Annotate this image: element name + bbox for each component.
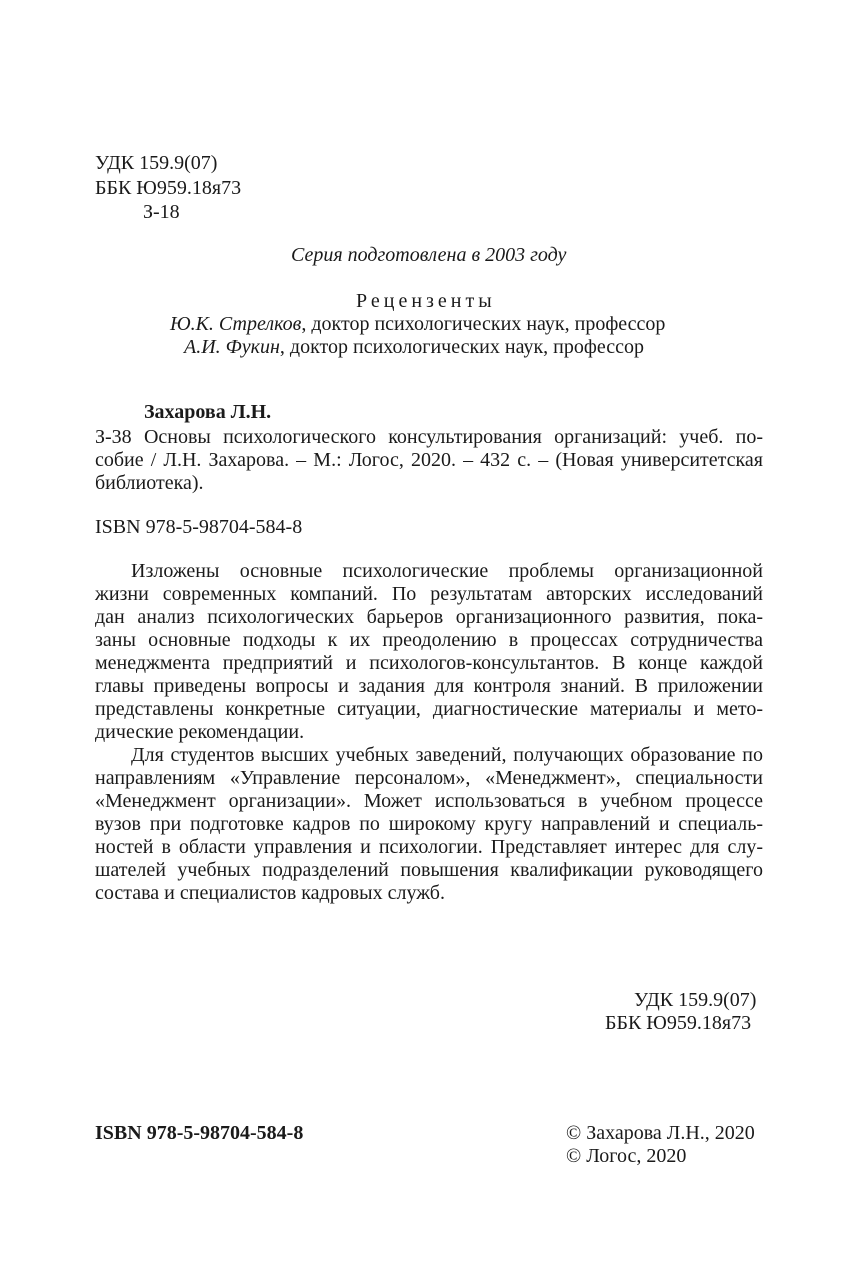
abstract-line: Изложены основные психологические проблемы организационной	[131, 560, 763, 582]
copyright-publisher: © Логос, 2020	[566, 1145, 687, 1167]
reviewer-name: А.И. Фукин	[184, 336, 280, 358]
abstract-line: представлены конкретные ситуации, диагностические материалы и мето-	[95, 698, 763, 720]
abstract-line: вузов при подготовке кадров по широкому кругу направлений и специаль-	[95, 813, 763, 835]
author-code: З-18	[143, 201, 180, 223]
abstract-line: «Менеджмент организации». Может использоваться в учебном процессе	[95, 790, 763, 812]
isbn-line: ISBN 978-5-98704-584-8	[95, 516, 303, 538]
abstract-line: главы приведены вопросы и задания для контроля знаний. В приложении	[95, 675, 763, 697]
abstract-line: дан анализ психологических барьеров организационного развития, пока-	[95, 606, 763, 628]
reviewer-line	[170, 313, 665, 336]
bibliographic-line: библиотека).	[95, 472, 204, 494]
bibliographic-line: З-38 Основы психологического консультирования организаций: учеб. по-	[95, 426, 763, 448]
abstract-line: состава и специалистов кадровых служб.	[95, 882, 445, 904]
bbk-code-top: ББК Ю959.18я73	[95, 177, 242, 199]
reviewer-name: Ю.К. Стрелков	[170, 313, 302, 335]
udk-code-bottom: УДК 159.9(07)	[634, 989, 757, 1011]
abstract-line: дические рекомендации.	[95, 721, 305, 743]
bbk-code-bottom: ББК Ю959.18я73	[605, 1012, 752, 1034]
book-author: Захарова Л.Н.	[144, 401, 272, 423]
abstract-line: жизни современных компаний. По результатам авторских исследований	[95, 583, 763, 605]
abstract-line: шателей учебных подразделений повышения квалификации руководящего	[95, 859, 763, 881]
reviewer-line	[184, 336, 644, 359]
bibliographic-line: собие / Л.Н. Захарова. – М.: Логос, 2020. – 432 с. – (Новая университетская	[95, 449, 763, 471]
reviewer-credentials: , доктор психологических наук, профессор	[301, 313, 666, 335]
abstract-line: Для студентов высших учебных заведений, получающих образование по	[131, 744, 763, 766]
abstract-line: менеджмента предприятий и психологов-консультантов. В конце каждой	[95, 652, 763, 674]
abstract-line: ностей в области управления и психологии. Представляет интерес для слу-	[95, 836, 763, 858]
abstract-line: заны основные подходы к их преодолению в процессах сотрудничества	[95, 629, 763, 651]
reviewer-credentials: , доктор психологических наук, профессор	[279, 336, 644, 358]
abstract-line: направлениям «Управление персоналом», «Менеджмент», специальности	[95, 767, 763, 789]
copyright-author: © Захарова Л.Н., 2020	[566, 1122, 755, 1144]
isbn-footer: ISBN 978-5-98704-584-8	[95, 1122, 304, 1144]
series-note: Серия подготовлена в 2003 году	[291, 244, 567, 266]
udk-code-top: УДК 159.9(07)	[95, 152, 218, 174]
reviewers-heading: Рецензенты	[356, 290, 496, 312]
